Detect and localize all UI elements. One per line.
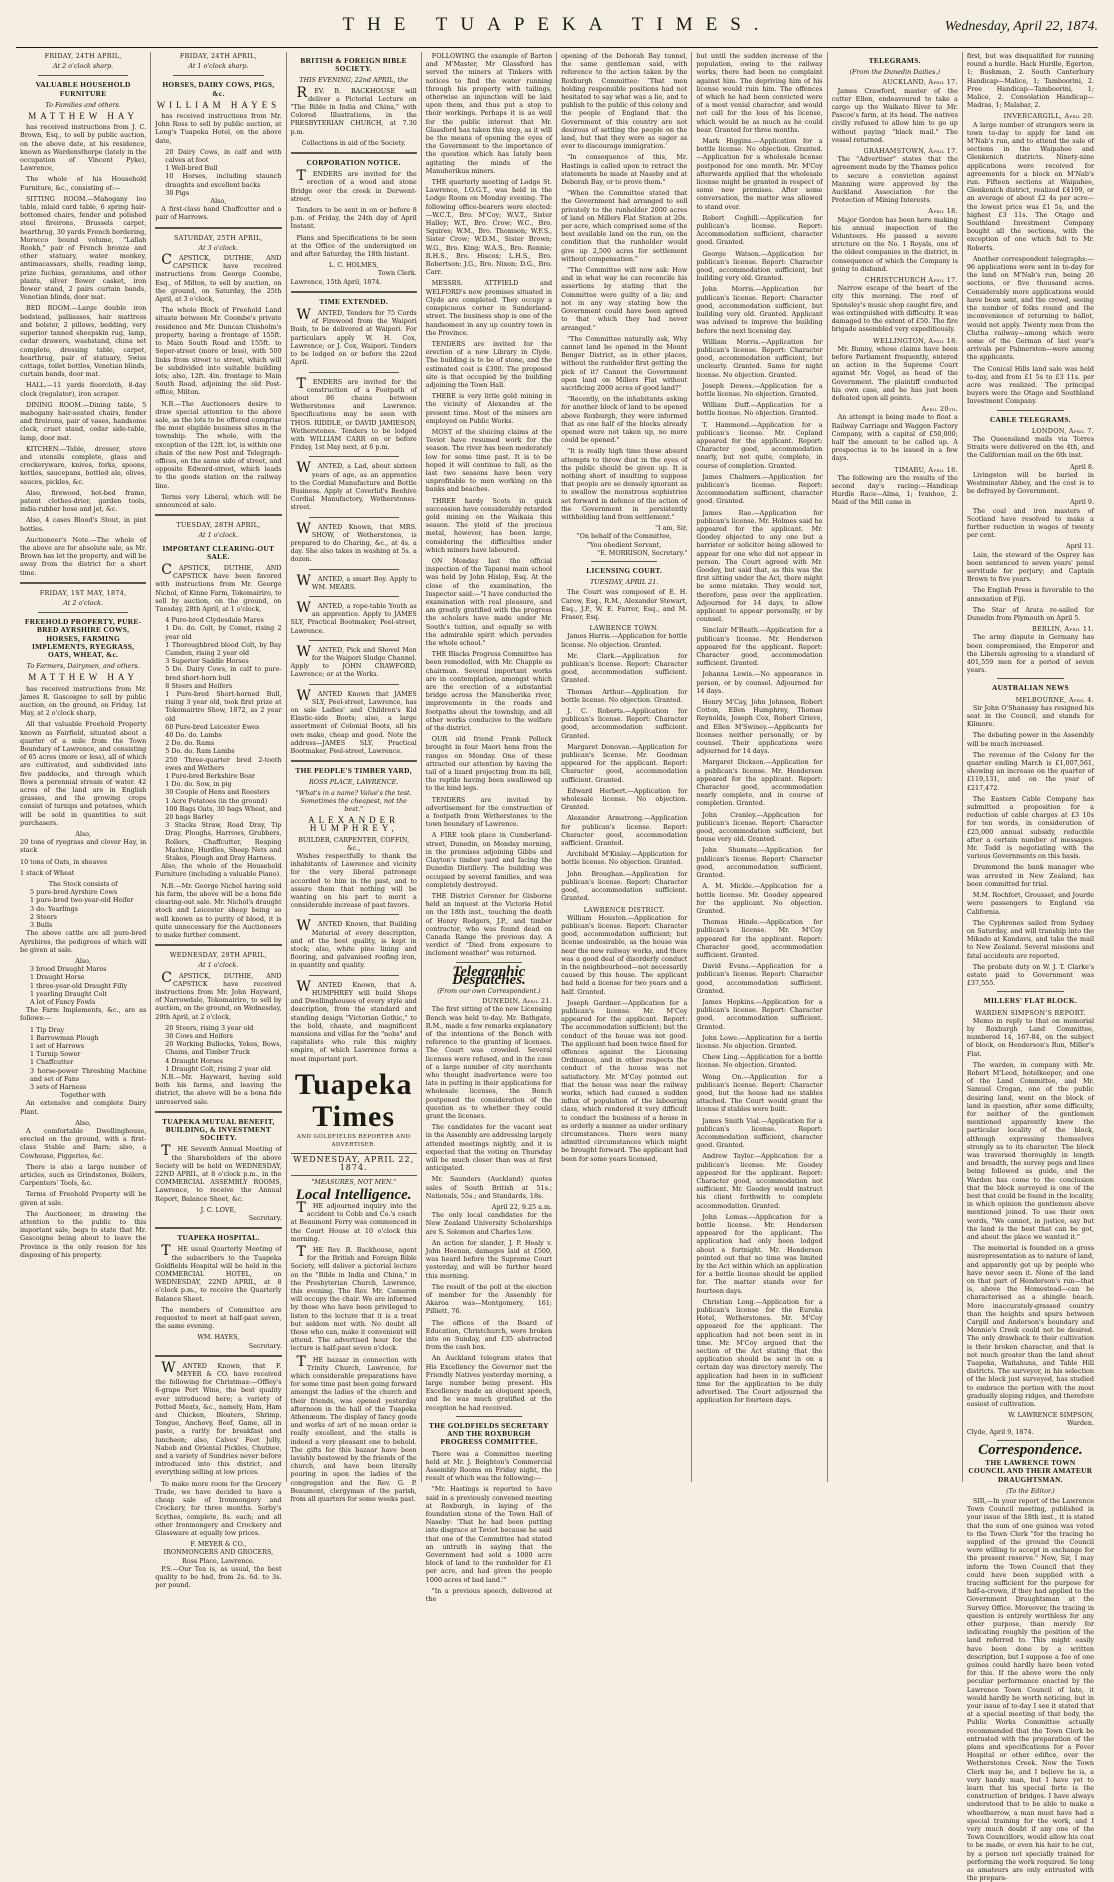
auctioneer-name: WILLIAM HAYES [156, 99, 281, 110]
masthead: Tuapeka Times AND GOLDFIELDS REPORTER AND ADVERTISER. WEDNESDAY, APRIL 22, 1874. "MEASURES, NOT MEN." [291, 1069, 417, 1186]
auctioneer-name: MATTHEW HAY [28, 111, 139, 122]
column-3: BRITISH & FOREIGN BIBLE SOCIETY. THIS EVENING, 22nd APRIL, the REV. B. BACKHOUSE will deliver a Pictorial Lecture on "The Bible in India and China," with Colored Illustrations, in the PRESBYTERIAN CHURCH, at 7.30 p.m. Collections in aid of the Society. CORPORATION NOTICE. TENDERS are invited for the erection of a wood and stone Bridge over the creek in Derwent-street. Tenders to be sent in on or before 8 p.m. of Friday, the 24th day of April Instant. Plans and Specifications to be seen at the Office of the undersigned on and after Saturday, the 18th Instant. L. C. HOLMES, Town Clerk. Lawrence, 15th April, 1874. TIME EXTENDED. WANTED, Tenders for 75 Cords of Firewood from the Waipori Bush, to be delivered at Waipori. For particulars apply W. H. Cox, Lawrence; or J. Cox, Waipori. Tenders to be lodged on or before the 22nd April. TENDERS are invited for the construction of a Footpath of about 86 chains between Wetherstones and Lawrence. Specifications may be seen with THOS. RIDDLE, or DAVID JAMIESON, Wetherstones. Tenders to be lodged with WILLIAM CARR on or before Friday, 1st May next, at 6 p.m. WANTED, a Lad, about sixteen years of age, as an apprentice to the Cordial Manufacture and Bottle Business. Apply at Coverlid's Beehive Cordial Manufactory, Wetherstones-street. WANTED Known, that MRS. SHOW, of Wetherstones, is prepared to do Charing, &c., at 4s. a day. She also takes in washing at 5s. a dozen. WANTED, a smart Boy. Apply to WM. MEARS. WANTED, a rope-table Youth as an apprentice. Apply to JAMES SLY, Practical Bootmaker, Peel-street, Lawrence. WANTED, Pick and Shovel Men for the Waipori Sludge Channel. Apply to JOHN CRAWFORD, Lawrence; or at the Works. WANTED Known that JAMES SLY, Peel-street, Lawrence, has on sale Ladies' and Children's Kid Elastic-side Boots; also, a large assortment of Colonial Boots, all his own make, cheap and good. Note the address—JAMES SLY, Practical Bootmaker, Peel-street, Lawrence. THE PEOPLE'S TIMBER YARD, ROSS PLACE, LAWRENCE. "What's in a name? Value's the test. Sometimes the cheapest, not the best." ALEXANDER HUMPHREY, BUILDER, CARPENTER, COFFIN, &c., Wishes respectfully to thank the inhabitants of Lawrence and vicinity for the very liberal patronage accorded to him in the past, and to assure them that nothing will be wanting on his part to merit a considerable increase of past favors. WANTED Known, that Building Material of every description, and of the best quality, is kept in stock; also, white pine lining and flooring, and galvanised roofing iron, in quantity and quality. WANTED Known, that A. HUMPHREY will build Shops and Dwellinghouses of every style and description, from the standard and standing design "Victorian Gothic," to the bold, chaste, and magnificent mansions and villas for the "nobs" and capitalists who rule this mighty empire, of which Lawrence forms a most important part. Tuapeka Times AND GOLDFIELDS REPORTER AND ADVERTISER. WEDNESDAY, APRIL 22, 1874. "MEASURES, NOT MEN." Local Intelligence. THE adjourned inquiry into the accident to Cobb and Co.'s coach at Beaumont Ferry was commenced in the Court House at 10 o'clock this morning. THE Rev. B. Backhouse, agent for the British and Foreign Bible Society, will deliver a pictorial lecture on the "Bible in India and China," in the Presbyterian Church, Lawrence, this evening. The Rev. Mr. Cameron will occupy the chair. We are informed by those who have been privileged to listen to the lecture that it is a treat but seldom met with. No doubt all those who can, make it convenient will attend. The advertised hour for the lecture is half-past seven o'clock. THE bazaar in connection with Trinity Church, Lawrence, for which considerable preparations have for some time past been going forward amongst the ladies of the church and their friends, was opened yesterday afternoon in the hall of the Tuapeka Athenæum. The display of fancy goods and works of art of no mean order is really excellent, and the stalls is indeed a very pleasant one to behold. The gifts for this bazaar have been lavishly bestowed by the friends of the church, and have been literally pouring in upon the ladies of the congregation and the Rev. G. P. Beaumont, clergyman of the parish, from all quarters for some weeks past. [287, 52, 422, 1482]
ad-heading: FREEHOLD PROPERTY, PURE-BRED AYRSHIRE COWS, HORSES, FARMING IMPLEMENTS, RYEGRASS, OATS, WHEAT, &c. [24, 617, 142, 659]
column-7: TELEGRAMS. (From the Dunedin Dailies.) AUCKLAND, April 17. James Crawford, master of the cutter Ellen, endeavoured to take a cargo up the Waikato River to Mr. Pascoe's farm, at its head. The natives civilly refused to allow him to go up without paying "black mail." The vessel returned. GRAHAMSTOWN, April 17. The "Advertiser" states that the agreement made by the Thames police to secure a conviction against Manning were approved by the Auckland Association for the Protection of Mining Interests. April 18. Major Gordon has been here making his annual inspection of the Volunteers. He passed a severe stricture on the No. 1 Royals, one of the oldest companies in the district, in consequence of which the Company is going to disband. CHRISTCHURCH April 17. Narrow escape of the heart of the city this morning. The roof of Spensley's music shop caught fire, and was extinguished with difficulty. It was damaged to the extent of £50. The fire brigade assembled very expeditiously. WELLINGTON, April 18. Mr. Bunny, whose claims have been before Parliament frequently, entered an action in the Supreme Court against Mr. Vogel, as head of the Government. The plaintiff conducted his own case, and he has just been defeated upon all points. April 20th. An attempt is being made to float a Railway Carriage and Waggon Factory Company, with a capital of £50,000; half the amount to be called up. A prospectus is to be issued in a few days. TIMARU, April 18. The following are the results of the second day's racing:—Handicap Hurdle Race—Alma, 1; Ivanhoe, 2. Maid of the Mill came in [828, 52, 963, 1482]
column-2: FRIDAY, 24TH APRIL, At 1 o'clock sharp. HORSES, DAIRY COWS, PIGS, &c. WILLIAM HAYES has received instructions from Mr. John Ross to sell by public auction, at Long's Tuapeka Hotel, on the above date, 20 Dairy Cows, in calf and with calves at foot 1 Well-bred Bull 10 Horses, including staunch draughts and excellent backs 30 Pigs Also, A first-class hand Chaffcutter and a pair of Harrows. SATURDAY, 25TH APRIL, At 3 o'clock. CAPSTICK, DUTHIE, AND CAPSTICK have received instructions from George Coombe, Esq., of Milton, to sell by auction, on the ground, on Saturday, the 25th April, at 3 o'clock, The whole Block of Freehold Land situate between Mr. Coombe's private residence and Mr. Duncan Chisholm's property, having a frontage of 155ft. to Main South Road and 155ft. to Soper-street (more or less), with 500 links from street to street, which will be subdivided into suitable building lots; also, 12ft. 4in. frontage to Main South Road, adjoining the old Post-office, Milton. N.B.—The Auctioneers desire to draw special attention to the above sale, as the lots to be offered comprise the most eligible business sites in the township. The whole, with the exception of the 12ft. lot, is within one chain of the new Post and Telegraph-offices, on the same side of street, and opposite Edward-street, which leads to the goods station on the railway line. Terms very Liberal, which will be announced at sale. TUESDAY, 28TH APRIL, At 1 o'clock. IMPORTANT CLEARING-OUT SALE. CAPSTICK, DUTHIE, AND CAPSTICK have been favored with instructions from Mr. George Nichol, of Kinne Farm, Tokomairiro, to sell by auction, on the ground, on Tuesday, 28th April, at 1 o'clock, 4 Pure-bred Clydesdale Mares 1 Do. do. Colt, by Comet, rising 2 year old 1 Thoroughbred blood Colt, by Bay Camden, rising 2 year old 3 Superior Saddle Horses 5 Do. Dairy Cows, in calf to pure-bred short-horn bull 8 Steers and Heifers 1 Pure-bred Short-horned Bull, rising 3 year old, took first prize at Tokomairiro Show, 1872, as 2 year old 60 Pure-bred Leicester Ewes 40 Do. do. Lambs 2 Do. do. Rams 5 Do. do. Ram Lambs 250 Three-quarter bred 2-tooth ewes and Wethers 1 Pure-bred Berkshire Boar 1 Do. do. Sow, in pig 30 Couple of Hens and Roosters 1 Acre Potatoes (in the ground) 100 Bags Oats, 30 bags Wheat, and 20 bags Barley 3 Stacks Straw, Road Dray, Tip Dray, Ploughs, Harrows, Grubbers, Rollers, Chaffcutter, Reaping Machine, Hurdles, Sheep Nets and Stakes, Plough and Dray Harness. Also, the whole of the Household Furniture (including a valuable Piano). N.B.—Mr. George Nichol having sold his farm, the above will be a bona fide clearing-out sale. Mr. Nichol's draught stock and Leicester sheep being so well known as to purity of blood, it is quite unnecessary for the Auctioneers to make further comment. WEDNESDAY, 29TH APRIL, At 1 o'clock. CAPSTICK, DUTHIE, AND CAPSTICK have received instructions from Mr. John Hayward, of Narrowdale, Tokomairiro, to sell by auction, on the ground, on Wednesday, 29th April, at 2 o'clock, 20 Steers, rising 3 year old 30 Cows and Heifers 20 Working Bullocks, Yokes, Bows, Chains, and Timber Truck 4 Draught Horses 1 Draught Colt, rising 2 year old N.B.—Mr. Hayward, having sold both his farms, and leaving the district, the above will be a bona fide unreserved sale. TUAPEKA MUTUAL BENEFIT, BUILDING, & INVESTMENT SOCIETY. THE Seventh Annual Meeting of the Shareholders of the above Society will be held on WEDNESDAY, 22ND APRIL, at 8 o'clock p.m., in the COMMERCIAL ASSEMBLY ROOMS, Lawrence, to receive the Annual Report, Balance Sheet, &c. J. C. LOVE, Secretary. TUAPEKA HOSPITAL. THE usual Quarterly Meeting of the subscribers to the Tuapeka Goldfields Hospital will be held in the COMMERCIAL HOTEL, on WEDNESDAY, 22ND APRIL, at 8 o'clock p.m., to receive the Quarterly Balance Sheet. The members of Committee are requested to meet at half-past seven, the same evening. WM. HAYES, Secretary. WANTED Known, that F. MEYER & CO. have received the following for Christmas:—Offley's 6-grape Port Wine, the best quality ever introduced here; a variety of Potted Meats, &c., namely, Ham, Ham and Chicken, Bloaters, Shrimp, Tongue, Anchovy, Beef, Game, all in paste, a rarity for breakfast and luncheon; also, Calves' Feet Jelly, Nabob and Oriental Pickles, Chutnee, and a variety of Sundries never before introduced into this district, and everything selling at low prices. To make more room for the Grocery Trade, we have decided to have a cheap sale of Ironmongery and Crockery, for three months. Sorby's Scythes, complete, 8s. each; and all other Ironmongery and Crockery and Glassware at equally low prices. F. MEYER & CO., IRONMONGERS AND GROCERS, Ross Place, Lawrence. P.S.—Our Tea is, as usual, the best quality to be had, from 2s. 6d. to 3s. per pound. [151, 52, 286, 1482]
section-heading: Telegraphic Despatches. [452, 963, 526, 988]
columns [16, 52, 1098, 1882]
newspaper-title: THE TUAPEKA TIMES. [342, 14, 772, 35]
motto: "MEASURES, NOT MEN." [311, 1177, 397, 1186]
column-1: FRIDAY, 24TH APRIL, At 2 o'clock sharp. VALUABLE HOUSEHOLD FURNITURE To Families and others. MATTHEW HAY has received instructions from J. C. Brown, Esq., to sell by public auction, on the above date, at his residence, known as Wardensthorpe (lately in the occupation of Vincent Pyke), Lawrence, The whole of his Household Furniture, &c., consisting of:— SITTING ROOM.—Mahogany loo table, inlaid card table, 6 spring hair-bottomed chairs, fender and polished steel fireirons, Brussels carpet, hearthrug, 30 yards French bordering, Morocco bound volume, "Lallah Rookh," pair of French bronze and other statuary, water monkey, antimacassars, shells, reading lamp, prize fuchias, geraniums, and other plants, silver flower casket, iron flower stand, 2 pairs curtain bands, Venetian blinds, door mat. BED ROOM.—Large double iron bedstead, palliasses, hair mattress and bolster, 2 pillows, bedding, very superior tanned sheepskin rug, lamp, cedar drawers, washstand, china set complete, dressing table, carpet, hearthrug, pair of statuary, Swiss cottage, toilet bottles, Venetian blinds, curtain bands, door mat. HALL.—11 yards floorcloth, 8-day clock (regulator), iron scraper. DINING ROOM.—Dining table, 5 mahogany hair-seated chairs, fender and fireirons, pair of vases, handsome clock, cruet stand, cedar side-table, lamp, door mat. KITCHEN.—Table, dresser, stove and utensils complete, glass and crockeryware, knives, forks, spoons, kettles, saucepans, bottled ale, olives, sauces, pickles, &c. Also, firewood, hot-bed frame, patent clothes-drier, garden tools, india-rubber hose and jet, &c. Also, 4 cases Blood's Stout, in pint bottles. Auctioneer's Note.—The whole of the above are for absolute sale, as Mr. Brown has let the property, and will be away from the district for a short time. FRIDAY, 1ST MAY, 1874, At 2 o'clock. FREEHOLD PROPERTY, PURE-BRED AYRSHIRE COWS, HORSES, FARMING IMPLEMENTS, RYEGRASS, OATS, WHEAT, &c. To Farmers, Dairymen, and others. MATTHEW HAY has received instructions from Mr. James R. Gascoigne to sell by public auction, on the ground, on Friday, 1st May, at 2 o'clock sharp, All that valuable Freehold Property known as Fairfield, situated about a quarter of a mile from the Town Boundary of Lawrence, and consisting of 65 acres (more or less), all of which are cultivated, and subdivided into five paddocks, and through which flows a perennial stream of water. 42 acres of the land are in English grasses, and the growing crops consist of turnips and potatoes, which will be sold in quantities to suit purchasers. Also, 20 tons of ryegrass and clover Hay, in stack 10 tons of Oats, in sheaves 1 stack of Wheat The Stock consists of 5 pure-bred Ayrshire Cows 1 pure-bred two-year-old Heifer 3 do. Yearlings 2 Steers 3 Bulls The above cattle are all pure-bred Ayrshires, the pedigrees of which will be given at sale. Also, 3 brood Draught Mares 1 Draught Horse 1 three-year-old Draught Filly 1 yearling Draught Colt A lot of Fancy Fowls The Farm Implements, &c., are as follows:— 1 Tip Dray 1 Barrowman Plough 1 set of Harrows 1 Turnip Sower 1 Chaffcutter 3 horse-power Threshing Machine and set of Fans 3 sets of Harness Together with An extensive and complete Dairy Plant. Also, A comfortable Dwellinghouse, erected on the ground, with a first-class Stable and Barn; also, a Cowhouse, Piggeries, &c. There is also a large number of articles, such as Grindstones, Boilers, Carpenters' Tools, &c. Terms of Freehold Property will be given at sale. The Auctioneer, in drawing the attention to the public to this important sale, begs to state that Mr. Gascoigne being about to leave the Province is the only reason for his disposing of his property. [16, 52, 151, 1482]
column-6: but until the sudden increase of the population, owing to the railway works, there had been no complaint against him. The depriving him of his license would ruin him. The offences of which he had been convicted were of a most venial character, and would not call for the loss of his license, which would be as much as he could bear. Granted for three months. Mark Higgins.—Application for a bottle license. No objection. Granted.—Application for a wholesale license postponed for one month. Mr. M'Coy afterwards applied that the wholesale license might be granted in respect of some new premises. After some conversation, the matter was allowed to stand over. Robert Coghill.—Application for publican's license. Report: Accommodation sufficient, character good. Granted. George Watson.—Application for publican's license. Report: Character good, accommodation sufficient, but building very old. Granted. John Morris.—Application for publican's license. Report: Character good, accommodation sufficient, but building very old. Granted. Applicant was advised to improve the building before the next licensing day. William Morris.—Application for publican's license. Report: Character good, accommodation sufficient, but unclearly. Granted. Same for night license. No objection. Granted. Joseph Dewes.—Application for a bottle license. No objection. Granted. William Duff.—Application for a bottle license. No objection. Granted. T. Hammond.—Application for a publican's license. Mr. Copland appeared for the applicant. Report: Character good, accommodation nearly, but not quite, complete, in course of completion. Granted. James Chalmers.—Application for publican's license. Report: Accommodation sufficient, character good. Granted. James Rae.—Application for publican's license. Mr. Holmes said he appeared for the applicant. Mr. Goodey objected to any one but a barrister or solicitor being allowed to appear for one who did not appear in person. The Court agreed with Mr. Goodey, but said that, as this was the first sitting under the Act, there might be some mistake. They would not, therefore, pass over the application. Adjourned for 14 days, to allow applicant to appear personally, or by counsel. Sinclair M'Beath.—Application for a publican's license. Mr. Henderson appeared for the applicant. Report: Character good, accommodation sufficient. Granted. Johanna Lewis.—No appearance in person, or by counsel. Adjourned for 14 days. Henry M'Cay, John Johnson, Robert Cotton, Ellen Humphrey, Thomas Reynolds, Joseph Cox, Robert Grieve, and Ellen M'Swiney.—Applicants for licenses neither personally, or by counsel. Their applications were adjourned for 14 days. Margaret Dickson.—Application for a publican's license. Mr. Henderson appeared for the applicant. Report: Character good, accommodation nearly complete, and in course of completion. Granted. John Cranley.—Application for publican's license. Report: Character good, accommodation sufficient, but house very old. Granted. John Shumate.—Application for publican's license. Report: Character good, accommodation sufficient. Granted. A. M. Mickle.—Application for a bottle license. Mr. Goodey appeared for the applicant. No objection. Granted. Thomas Hinde.—Application for publican's license. Mr. M'Coy appeared for the applicant. Report: Character good, accommodation sufficient. Granted. David Evans.—Application for a publican's license. Report: Character good, accommodation sufficient. Granted. James Hopkins.—Application for a publican's license. Report: Character good, accommodation sufficient. Granted. John Lowe.—Application for a bottle license. No objection. Granted. Chew Ling.—Application for a bottle license. No objection. Granted. Wong On.—Application for a publican's license. Report: Character good, but the house had no stables attached. The Court would grant the license if stables were built. James Smith Vial.—Application for a publican's license. Report: Accommodation sufficient, character good. Granted. Andrew Taylor.—Application for a publican's license. Mr. Goodey appeared for the applicant. Report: Character good, accommodation not sufficient. Mr. Goodey would instruct his client forthwith to complete accommodation. Granted. John Lomas.—Application for a bottle license. Mr. Henderson appeared for the applicant. The application had only been lodged about a fortnight. Mr. Henderson pointed out that no time was limited by the Act within which an application for a bottle license should be applied for. The matter stands over for fourteen days. Christian Long.—Application for a publican's license for the Eureka Hotel, Wetherstones. Mr. M'Coy appeared for the applicant. The application had not been sent in in time. Mr. M'Coy argued that the section of the Act stating that the application should be sent in on a certain day was directory merely. The application had been in in sufficient time for the application to be duly advertised. The Court adjourned the application for fourteen days. [692, 52, 827, 1482]
column-4: FOLLOWING the example of Barton and M'Master, Mr Glassford has served the miners at Tinkers with notices to find the water running through his property with tailings, otherwise an injunction will be laid upon them, and thus put a stop to their workings. Perhaps it is as well for the public interest that Mr. Glassford has taken this step, as it will be the means of opening the eyes of the Government to the importance of the question which has lately been agitating the minds of the Manuherikua miners. THE quarterly meeting of Lodge St. Lawrence, I.O.G.T., was held in the Lodge Room on Monday evening. The following office-bearers were elected:—W.C.T., Bro. M'Coy; W.V.T., Sister Halley; W.T., Bro. Crow; W.C., Bro. Squires; W.M., Bro. Thomson; W.F.S., Sister Crow; W.D.M., Sister Brown; W.G., Bro. King; W.A.S., Bro. Rennie; R.H.S., Bro. Hiscox; L.H.S., Bro. Robertson; J.G., Bro. Nixon; D.G., Bro. Carr. MESSRS. ATTFIELD and WELFORD's new premises situated in Clyde are completed. They occupy a conspicuous corner in Sunderland-street. The business shop is one of the handsomest in any up country town in the Province. TENDERS are invited for the erection of a new Library in Clyde. The building is to be of stone, and the estimated cost is £300. The proposed site is that occupied by the building adjoining the Town Hall. THERE is very little gold mining in the vicinity of Alexandra at the present time. Most of the miners are employed on Public Works. MOST of the sluicing claims at the Teviot have resumed work for the season. The river has been moderately low for some time past. It is to be hoped it will continue to fall, as the last two seasons have been very unprofitable to men working on the banks and beaches. THREE hardy Scots in quick succession have considerably retarded gold mining on the Waikaia this season. The yield of the precious metal, however, has been large, considering the difficulties under which miners have laboured. ON Monday last the official inspection of the Tapanui main school was held by John Hislop, Esq. At the close of the examination, the Inspector said:—"I have conducted the examination with real pleasure, and am greatly gratified with the progress the scholars have made under Mr. South's tuition, and equally so with the admirable spirit which pervades the whole school." THE Blacks Progress Committee has been remodelled, with Mr. Chapple as chairman. Several important works are in contemplation, amongst which are the erection of a substantial bridge across the Manuherika river, improvements in the roads and footpaths about the township, and all other works conducive to the welfare of the district. OUR old friend Frank Pollock brought in four Maori hens from the ranges on Monday. One of these attracted our attention by having the tail of a lizard projecting from its bill, the reptile having been swallowed up to the hind legs. TENDERS are invited by advertisement for the construction of a footpath from Wetherstones to the town boundary of Lawrence. A FIRE took place in Cumberland-street, Dunedin, on Monday morning, in the premises adjoining Gibbs and Clayton's timber yard and facing the Dunedin Distillery. The building was occupied by several families, and was completely destroyed. THE District Coroner for Gisborne held an inquest at the Victoria Hotel on the 18th inst., touching the death of Henry Rodgers, J.P., and timber contractor, who was found dead on Canada Range the previous day. A verdict of "Died from exposure to inclement weather" was returned. Telegraphic Despatches. (From our own Correspondent.) DUNEDIN, April 21. The first sitting of the new Licensing Bench was held to-day. Mr. Bathgate, R.M., made a few remarks explanatory of the intentions of the Bench with reference to the granting of licenses. The Court was crowded. Several licenses were refused, and in the case of a large number of city merchants who thought inadvertence were too late in putting in their applications for wholesale licenses, the Bench postponed the consideration of the question as to whether they could grant the licenses. The candidates for the vacant seat in the Assembly are addressing largely attended meetings nightly, and it is expected that the voting on Thursday will be much closer than was at first anticipated. Mr. Saunders (Auckland) quotes sales of South British at 51s.; Nationals, 55s.; and Standards, 18s. April 22, 9.25 a.m. The only local candidates for the New Zealand University Scholarships are S. Solomon and Charles Low. An action for slander, J. P. Healy v. John Heenan, damages laid at £500, was heard before the Supreme Court yesterday, and will be further heard this morning. The result of the poll at the election of member for the Assembly for Akaroa was—Montgomery, 161; Pilliett, 76. The offices of the Board of Education, Christchurch, were broken into on Sunday, and £35 abstracted from the cash box. An Auckland telegram states that His Excellency the Governor met the Friendly Natives yesterday morning, a large number being present. His Excellency made an eloquent speech, and he was much gratified at the reception he had received. THE GOLDFIELDS SECRETARY AND THE ROXBURGH PROGRESS COMMITTEE. There was a Committee meeting held at Mr. J. Beighton's Commercial Assembly Rooms on Friday night, the result of which was the following:— "Mr. Hastings is reported to have said in a previously convened meeting at Roxburgh, in laying of the foundation stone of the Town Hall of Naseby: 'That he had been putting into disgrace at Teviot because he said that one of the Committee had stated an untruth in saying that the Government had sold a 1000 acre block of land to the runholder for £1 per acre, and had given the people 1000 acres of bad land.'" "In a previous speech, delivered at the [422, 52, 557, 1482]
masthead-date: WEDNESDAY, APRIL 22, 1874. [291, 1153, 417, 1175]
column-8: first, but was disqualified for running round a hurdle. Hack Hurdle, Egerton, 1; Bushman, 2. South Canterbury Handicap—Malice, 1; Tamboorini, 2. Free Handicap—Tamboorini, 1; Malice, 2. Consolation Handicap—Madras, 1; Malabar, 2. INVERCARGILL, April 20. A large number of strangers were in town to-day to apply for land on M'Nab's run, and to attend the sale of sections in the Waipahee and Glenkenich districts. Ninety-nine applications were received for agreements for a block on M'Nab's run. Fifteen sections at Waipahee, Glenkenich district, realized £4109, or an average of about £2 4s per acre—the lowest price was £1 5s, and the highest £3 11s. The Otago and Southland Investment Company bought all the sections, with the exception of one which fell to Mr. Roberts. Another correspondent telegraphs:—96 applications were sent in to-day for the land on M'Nab's run, being 26 sections, or five thousand acres. Considerably more applications would have been sent, and the crowd, seeing the number of folks round and the inconvenience of returning to ballot, would not apply. Twenty men from the Clutha railway—among which were some of the German of last year's arrivals per Palmerston—were among the applicants. The Conical Hills land sale was held to-day, and from £1 5s to £3 11s. per acre was realized. The principal buyers were the Otago and Southland Investment Company. CABLE TELEGRAMS. LONDON, April 7. The Queensland mails via Torres Straits were delivered on the 4th, and the Californian mail on the 6th inst. April 8. Livingston will be buried in Westminster Abbey, and the cost is to be defrayed by Government. April 9. The coal and iron masters of Scotland have resolved to make a further reduction in wages of twenty per cent. April 11. Lain, the steward of the Osprey has been sentenced to seven years' penal servitude for perjury; and Captain Brown to five years. The English Press is favorable to the annexation of Fiji. The Star of Arata re-sailed for Dunedin from Plymouth on April 5. BERLIN, April 11. The army dispute in Germany has been compromised, the Emperor and the Liberals agreeing to a standard of 401,559 men for a period of seven years. AUSTRALIAN NEWS MELBOURNE, April 4. Sir John O'Shanassy has resigned his seat in the Council, and stands for Kilmore. The debating power in the Assembly will be much increased. The revenue of the Colony for the quarter ending March is £1,007,561, showing an increase on the quarter of £119,131, and on the year of £217,472. The Eastern Cable Company has submitted a proposition for a reduction of cable charges at £3 10s for ten words, in consideration of £25,000 annual subsidy, reducible after a certain number of messages. Mr. Todd is negotiating with the various Governments on this basis. Drummond the bank manager who was arrested in New Zealand, has been committed for trial. M.M. Rochfort, Grousset, and Jourde were passengers to England via California. The Cyphrenes sailed from Sydney on Saturday, and will tranship into the Mikado at Kandavu, and take the mail to New Zealand. Several missions and fatal accidents are reported. The probate duty on W. J. T. Clarke's estate paid to Government was £37,555. MILLERS' FLAT BLOCK. WARDEN SIMPSON'S REPORT. Memo in reply to that on memorial by Roxburgh Land Committee, numbered 14, 167-84, on the subject of block, on Henderson's Run, Miller's Flat. The warden, in company with Mr. Robert M'Leod, hotelkeeper, and one of the Land Committee, and Mr. Samuel Crogan, one of the public desiring land, went on the block of land in question, after some difficulty, for neither of the gentlemen mentioned apparently knew the particular locality of the block, although expressing themselves strongly as to its character. The block was traversed thoroughly in length and breadth, the survey pegs and lines being followed as guide, and the Warden has come to the conclusion that the block surveyed is one of the best that could be found in the locality, in which opinion the gentlemen above mentioned joined. To use their own words, "We cannot, in justice, say but the land is the best that can be got, and about the place we wanted it." The memorial is founded on a gross misrepresentation as to nature of land, and apparently got up by people who have never seen it. None of the land on that part of Henderson's run—that is, above the Homestead—can be characterised as a shingle beach. More inaccurately-grassed country than the heights and spurs between Cargill and Anderson's boundary and Mennie's Creek could not be desired. The only drawback to their cultivation is their broken character, and that is not much greater than the land about Tuapeka, Waitahuna, and Table Hill districts. The surveyor, in his selection of the block just surveyed, has studied to embrace the portion with the most gradually sloping ridges, and therefore easiest of cultivation. W. LAWRENCE SIMPSON, Warden. Clyde, April 9, 1874. Correspondence. THE LAWRENCE TOWN COUNCIL AND THEIR AMATEUR DRAUGHTSMAN. (To the Editor.) SIR,—In your report of the Lawrence Town Council meeting, published in your issue of the 18th inst., it is stated that the sum of one guinea was voted to the Town Clerk "for the tracing he supplied of the ground the Council were willing to accept in exchange for the present reserve." Now, Sir, I may inform the Town Council that they could have been supplied with a tracing sufficient for the purpose for half-a-crown, if they had applied to the Government Draughtsman at the Survey Office. Moreover, the tracing in question is entirely worthless for any other purpose, than merely for indicating roughly the position of the land referred to. This might easily have been done by a written description, but I suppose a fee of one guinea could hardly have been voted for this. If the above were the only peculiar performance enacted by the Lawrence Town Council of late, it would hardly be worth noticing, but in your issue of to-day I see it stated that at a special meeting of that body, the Public Works Committee actually recommended that the Town Clerk be entrusted with the preparation of the plans and specifications for a Fever Hospital or other edifice, over the Wetherstones Creek. Now the Town Clerk may be, and I believe he is, a very handy man, but I have yet to learn that his special forte is the construction of bridges. I have always understood that to be able to make a wheelbarrow, a man must have had a special training for the work, and I very much doubt if any one of the Town Councillors, would allow his coat to be made, or even his hair to be cut, by a person not specially trained for performing the work required. So long as amateurs are only entrusted with the prepara- [966, 52, 1094, 1882]
stock-list: 5 pure-bred Ayrshire Cows 1 pure-bred two-year-old Heifer 3 do. Yearlings 2 Steers 3 Bulls [30, 888, 134, 930]
page-header [16, 14, 1098, 48]
auctioneer-name: MATTHEW HAY [28, 672, 139, 683]
ad-heading: HORSES, DAIRY COWS, PIGS, &c. [162, 80, 275, 98]
column-5: opening of the Deborah Bay tunnel, the same gentleman said, with reference to the action taken by the Roxburgh Committee: 'That men holding responsible positions had not hesitated to say what was a lie, and to publish to the public of this colony and the people of England that the Government of this country are not desirous of settling the people on the land, but that they were as eager as ever to discourage immigration.' "In consequence of this, Mr. Hastings is called upon to retract the statements he made at Naseby and at Deborah Bay, or to prove them." "When the Committee stated that the Government had arranged to sell privately to the runholder 2000 acres of land on Millers Flat Station at 20s. per acre, which comprised some of the best available land on the run, on the condition that the runholder would give up 2,500 acres for settlement without compensation." "The Committee will now ask: How and in what way he can reconcile his assertions by stating that the Committee were guilty of a lie; and not in any way stating how the Government could have been agreed to that which they had never arranged." "The Committee naturally ask, Why cannot land be opened in the Mount Benger District, as in other places, without the runholder first getting the pick of it? Cannot the Government open land on Millers Flat without sacrificing 2000 acres of good land?" "Recently, on the inhabitants asking for another block of land to be opened above Roxburgh, they were informed that as one half of the blocks already opened were not taken up, no more could be opened." "It is really high time these absurd attempts to throw dust in the eyes of the public should be given up. It is nothing short of insulting to suppose that people are so densely ignorant as to swallow the monstrous sophistries set forward in defence of the action of the Government in persistently withholding land from settlement." "I am, Sir, "On behalf of the Committee, "You obedient Servant, "E. MORRISON, Secretary." LICENSING COURT. TUESDAY, APRIL 21. The Court was composed of E. H. Carew, Esq., R.M., Alexander Stewart, Esq., J.P., W. E. Farrer, Esq., and M. Fraser, Esq. LAWRENCE TOWN. James Harris.—Application for bottle license. No objection. Granted. Mr. Clark.—Application for publican's license. Report: Character good, accommodation sufficient. Granted. Thomas Arthur.—Application for bottle license. No objection. Granted. J. C. Roberts.—Application for publican's license. Report: Character good, accommodation sufficient. Granted. Margaret Donovan.—Application for publican's license. Mr. Goodman appeared for the applicant. Report: Character good, accommodation sufficient. Granted. Edward Herbert.—Application for wholesale license. No objection. Granted. Alexander Armstrong.—Application for publican's license. Report: Character good, accommodation sufficient. Granted. Archibald M'Kinlay.—Application for bottle license. No objection. Granted. John Broughan.—Application for publican's license. Report: Character good, accommodation sufficient. Granted. LAWRENCE DISTRICT. William Houston.—Application for publican's license. Report: Character good, accommodation sufficient; but license undesirable, as the house was near the new railway works, and there was a good deal of disorderly conduct in the neighbourhood—not necessarily caused by this house. The applicant had held a license for two years and a half. Granted. Joseph Gardner.—Application for a publican's license. Mr. M'Coy appeared for the applicant. Report: The accommodation sufficient; but the conduct of the house was not good. The applicant had been twice fined for offences against the Licensing Ordinance, and in other respects the conduct of the house was not satisfactory. Mr. M'Coy pointed out that the house was near the railway works, which had caused a sudden influx of population of the labouring class, which rendered it very difficult to conduct the business of a house in as orderly a manner as under ordinary circumstances. There were many admitted circumstances which might be brought forward. The applicant had been for some years licensed, [557, 52, 692, 1482]
section-heading: Correspondence. [978, 1441, 1083, 1458]
implement-list: 1 Tip Dray 1 Barrowman Plough 1 set of Harrows 1 Turnip Sower 1 Chaffcutter 3 horse-power Threshing Machine and set of Fans 3 sets of Harness [30, 1025, 147, 1091]
horse-list: 3 brood Draught Mares 1 Draught Horse 1 three-year-old Draught Filly 1 yearling Draught Colt A lot of Fancy Fowls [30, 965, 128, 1006]
issue-date: Wednesday, April 22, 1874. [944, 19, 1098, 34]
section-heading: Local Intelligence. [295, 1186, 412, 1203]
masthead-title: Tuapeka Times [294, 1067, 413, 1133]
ad-heading: VALUABLE HOUSEHOLD FURNITURE [35, 80, 131, 98]
